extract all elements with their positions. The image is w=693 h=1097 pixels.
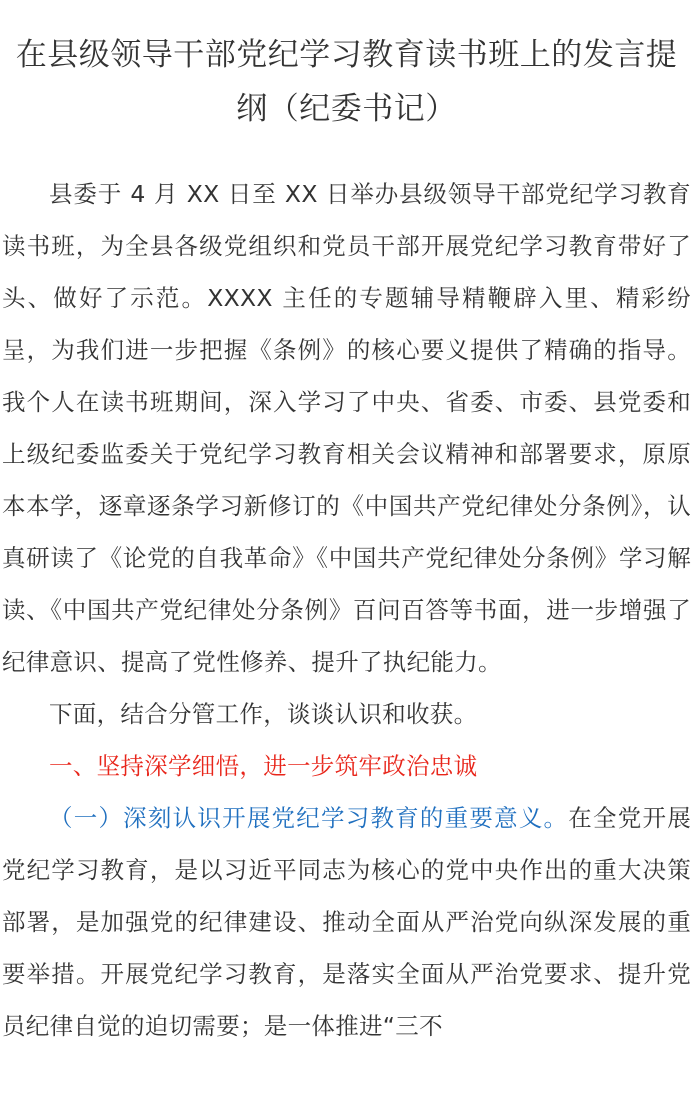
subsection-text: 在全党开展党纪学习教育，是以习近平同志为核心的党中央作出的重大决策部署，是加强党的纪律建设、推动全面从严治党向纵深发展的重要举措。开展党纪学习教育，是落实全面从严治党要求、提升党员纪律自觉的迫切需要；是一体推进“三不 bbox=[2, 804, 691, 1040]
section-heading: 一、坚持深学细悟，进一步筑牢政治忠诚 bbox=[49, 752, 478, 780]
paragraph-transition: 下面，结合分管工作，谈谈认识和收获。 bbox=[49, 700, 478, 728]
document-title: 在县级领导干部党纪学习教育读书班上的发言提纲（纪委书记） bbox=[15, 37, 678, 127]
paragraph-intro: 县委于 4 月 XX 日至 XX 日举办县级领导干部党纪学习教育读书班，为全县各级党组织和党员干部开展党纪学习教育带好了头、做好了示范。XXXX 主任的专题辅导精鞭辟入里、精彩纷呈，为我们进一步把握《条例》的核心要义提供了精确的指导。我个人在读书班期间，深入学习了中央、省委、市委、县党委和上级纪委监委关于党纪学习教育相关会议精神和部署要求，原原本本学，逐章逐条学习新修订的《中国共产党纪律处分条例》，认真研读了《论党的自我革命》《中国共产党纪律处分条例》学习解读、《中国共产党纪律处分条例》百问百答等书面，进一步增强了纪律意识、提高了党性修养、提升了执纪能力。 bbox=[2, 180, 691, 676]
subsection-paragraph bbox=[2, 792, 691, 1052]
document-body bbox=[0, 168, 693, 1052]
subsection-heading: （一）深刻认识开展党纪学习教育的重要意义。 bbox=[49, 804, 569, 832]
